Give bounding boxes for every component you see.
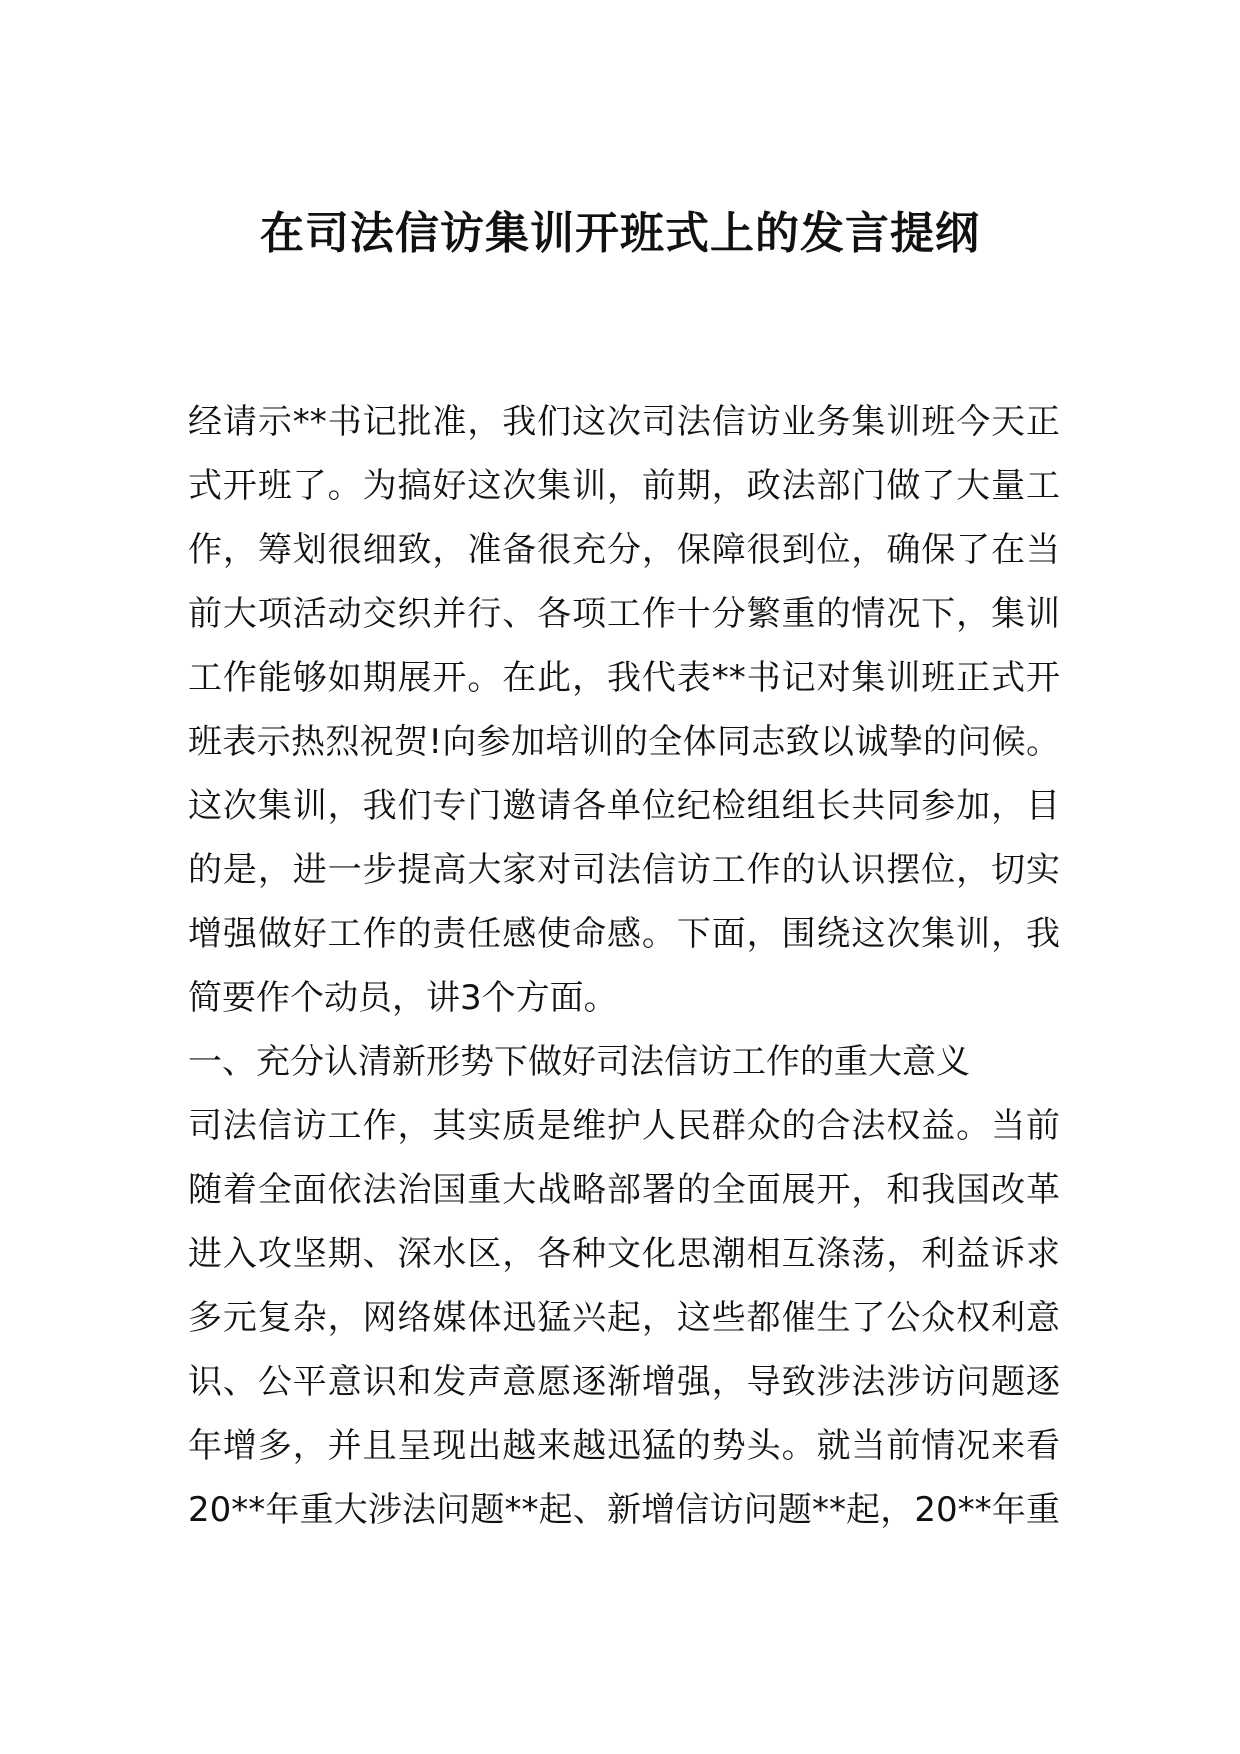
body-line: 随着全面依法治国重大战略部署的全面展开，和我国改革	[188, 1170, 1060, 1210]
body-line: 班表示热烈祝贺!向参加培训的全体同志致以诚挚的问候。	[188, 722, 1060, 762]
body-line: 工作能够如期展开。在此，我代表**书记对集训班正式开	[188, 658, 1060, 698]
body-line: 经请示**书记批准，我们这次司法信访业务集训班今天正	[188, 402, 1060, 442]
section-heading: 一、充分认清新形势下做好司法信访工作的重大意义	[188, 1042, 970, 1082]
body-line: 这次集训，我们专门邀请各单位纪检组组长共同参加，目	[188, 786, 1060, 826]
body-line: 进入攻坚期、深水区，各种文化思潮相互涤荡，利益诉求	[188, 1234, 1060, 1274]
body-line: 前大项活动交织并行、各项工作十分繁重的情况下，集训	[188, 594, 1060, 634]
body-line: 年增多，并且呈现出越来越迅猛的势头。就当前情况来看	[188, 1426, 1060, 1466]
body-line: 作，筹划很细致，准备很充分，保障很到位，确保了在当	[188, 530, 1060, 570]
body-line: 识、公平意识和发声意愿逐渐增强，导致涉法涉访问题逐	[188, 1362, 1060, 1402]
body-line: 增强做好工作的责任感使命感。下面，围绕这次集训，我	[188, 914, 1060, 954]
body-line: 简要作个动员，讲3个方面。	[188, 978, 618, 1018]
document-body	[188, 390, 1060, 1542]
document-title: 在司法信访集训开班式上的发言提纲	[260, 208, 980, 259]
body-line: 司法信访工作，其实质是维护人民群众的合法权益。当前	[188, 1106, 1060, 1146]
body-line: 的是，进一步提高大家对司法信访工作的认识摆位，切实	[188, 850, 1060, 890]
body-line: 20**年重大涉法问题**起、新增信访问题**起，20**年重	[188, 1490, 1060, 1530]
body-line: 多元复杂，网络媒体迅猛兴起，这些都催生了公众权利意	[188, 1298, 1060, 1338]
body-line: 式开班了。为搞好这次集训，前期，政法部门做了大量工	[188, 466, 1060, 506]
